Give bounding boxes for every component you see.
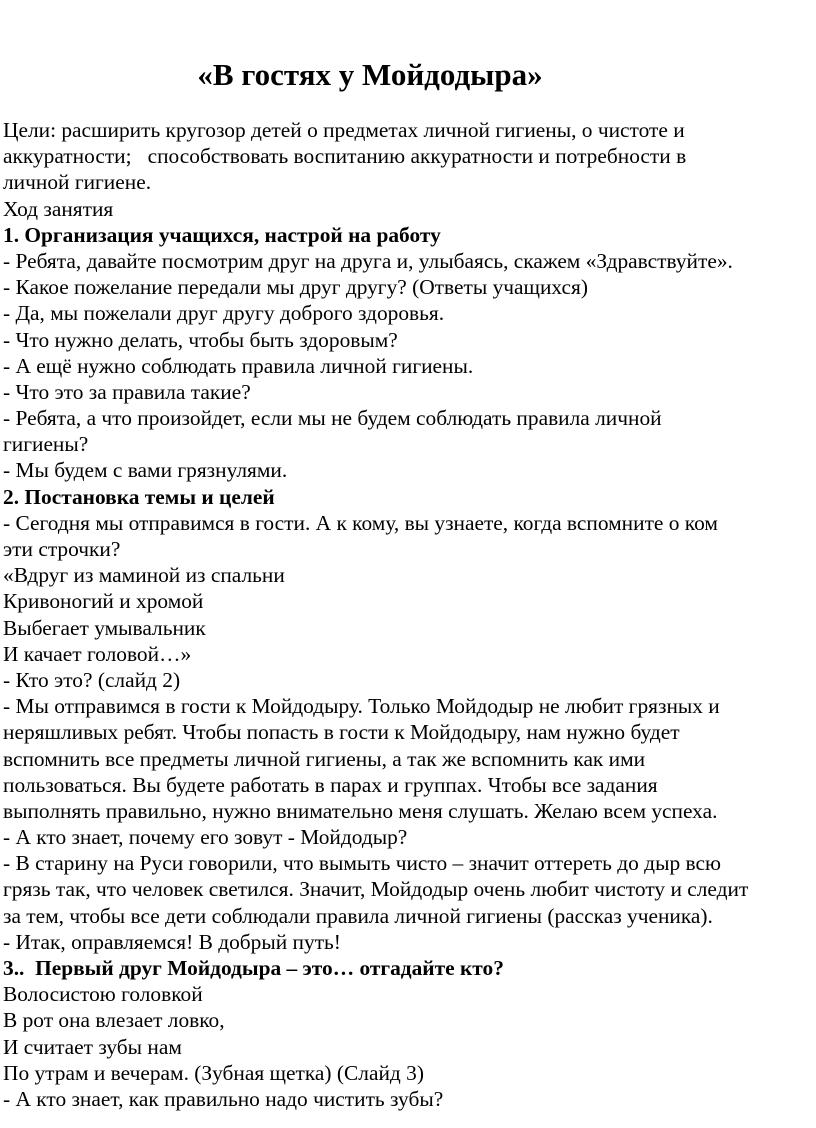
- text-line: - Ребята, а что произойдет, если мы не будем соблюдать правила личной: [3, 406, 662, 431]
- text-line: - Мы отправимся в гости к Мойдодыру. Только Мойдодыр не любит грязных и: [3, 694, 720, 719]
- text-line: По утрам и вечерам. (Зубная щетка) (Слайд 3): [3, 1060, 424, 1085]
- text-line: Цели: расширить кругозор детей о предметах личной гигиены, о чистоте и: [3, 118, 685, 142]
- text-line: эти строчки?: [3, 537, 121, 561]
- text-line: - Мы будем с вами грязнулями.: [3, 458, 288, 483]
- text-line: Выбегает умывальник: [3, 615, 206, 640]
- text-line: за тем, чтобы все дети соблюдали правила личной гигиены (рассказ ученика).: [3, 903, 713, 928]
- document-body: [3, 117, 813, 1112]
- section-heading-line: 1. Организация учащихся, настрой на работу: [3, 222, 441, 247]
- text-line: - А ещё нужно соблюдать правила личной гигиены.: [3, 353, 474, 378]
- text-line: личной гигиене.: [3, 170, 152, 195]
- text-line: аккуратности; способствовать воспитанию аккуратности и потребности в: [3, 144, 687, 169]
- document-title: «В гостях у Мойдодыра»: [197, 57, 543, 92]
- section-heading-line: 2. Постановка темы и целей: [3, 484, 275, 509]
- text-line: - Ребята, давайте посмотрим друг на друга и, улыбаясь, скажем «Здравствуйте».: [3, 248, 733, 273]
- text-line: - В старину на Руси говорили, что вымыть чисто – значит оттереть до дыр всю: [3, 851, 721, 876]
- text-line: - Кто это? (слайд 2): [3, 667, 181, 692]
- section-heading-line: 3.. Первый друг Мойдодыра – это… отгадайте кто?: [3, 956, 504, 980]
- text-line: Ход занятия: [3, 196, 114, 221]
- text-line: - Да, мы пожелали друг другу доброго здоровья.: [3, 301, 445, 326]
- text-line: - Какое пожелание передали мы друг другу? (Ответы учащихся): [3, 275, 588, 300]
- text-line: - А кто знает, как правильно надо чистить зубы?: [3, 1086, 444, 1111]
- text-line: вспомнить все предметы личной гигиены, а так же вспомнить как ими: [3, 746, 646, 771]
- text-line: - А кто знает, почему его зовут - Мойдодыр?: [3, 825, 408, 850]
- text-line: И считает зубы нам: [3, 1034, 182, 1059]
- text-line: - Что нужно делать, чтобы быть здоровым?: [3, 327, 398, 352]
- text-line: выполнять правильно, нужно внимательно меня слушать. Желаю всем успеха.: [3, 798, 718, 823]
- text-line: Волосистою головкой: [3, 982, 203, 1007]
- text-line: - Итак, оправляемся! В добрый путь!: [3, 929, 341, 954]
- text-line: грязь так, что человек светился. Значит, Мойдодыр очень любит чистоту и следит: [3, 877, 749, 902]
- text-line: В рот она влезает ловко,: [3, 1008, 225, 1033]
- text-line: - Сегодня мы отправимся в гости. А к кому, вы узнаете, когда вспомните о ком: [3, 510, 718, 535]
- text-line: Кривоногий и хромой: [3, 589, 204, 614]
- text-line: неряшливых ребят. Чтобы попасть в гости к Мойдодыру, нам нужно будет: [3, 720, 680, 745]
- text-line: пользоваться. Вы будете работать в парах и группах. Чтобы все задания: [3, 772, 658, 797]
- text-line: «Вдруг из маминой из спальни: [3, 563, 285, 588]
- text-line: И качает головой…»: [3, 641, 192, 666]
- text-line: - Что это за правила такие?: [3, 379, 251, 404]
- text-line: гигиены?: [3, 432, 89, 457]
